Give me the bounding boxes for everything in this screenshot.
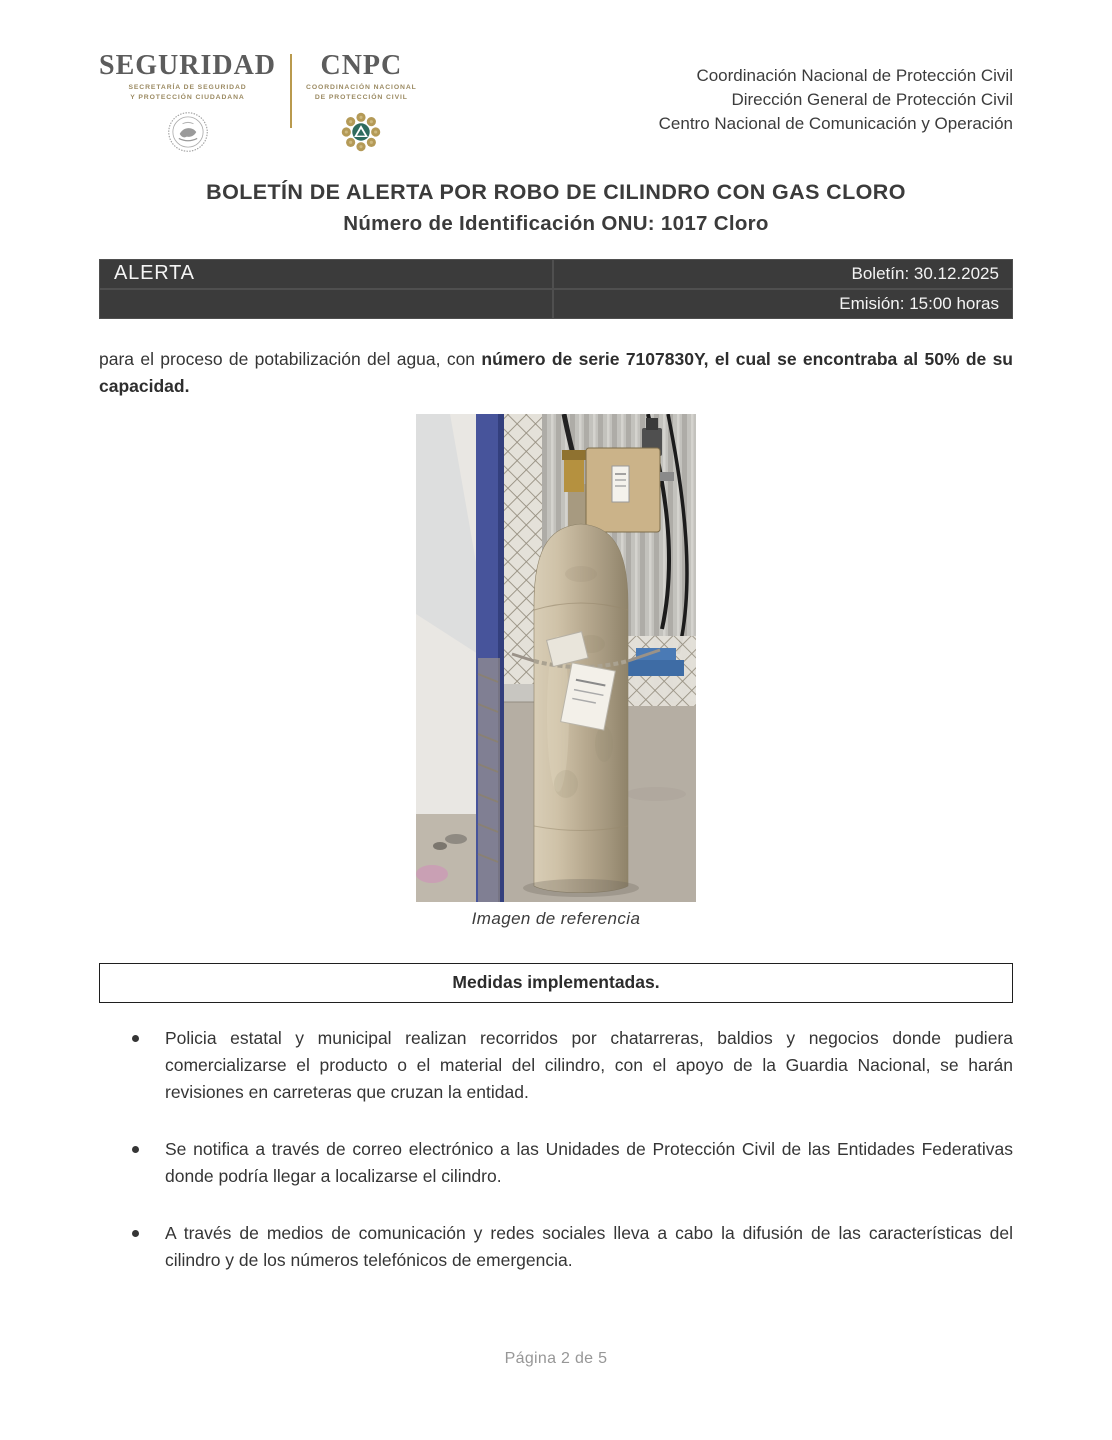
alert-banner [99,259,1013,319]
banner-empty-cell [99,289,553,319]
document-header [99,0,1013,154]
org-line-3: Centro Nacional de Comunicación y Operación [658,114,1013,133]
body-paragraph [99,346,1013,400]
proteccion-civil-emblem-icon [339,110,383,154]
paragraph-normal: para el proceso de potabilización del agua, con [99,348,482,369]
page-title [99,180,1013,236]
paragraph-bold-serial: número de serie 7107830Y, el cual se encontraba al 50% de su capacidad. [99,348,1013,396]
bulletin-date: Boletín: 30.12.2025 [553,259,1013,289]
org-line-2: Dirección General de Protección Civil [731,90,1013,109]
logo-block [99,52,417,154]
page-number: Página 2 de 5 [504,1350,608,1367]
cylinder-photo [416,414,696,902]
seguridad-logo [99,52,276,154]
seguridad-wordmark: SEGURIDAD [99,50,277,81]
emission-time: Emisión: 15:00 horas [553,289,1013,319]
reference-figure [99,414,1013,929]
seguridad-subtitle: SECRETARÍA DE SEGURIDAD Y PROTECCIÓN CIUDADANA [128,84,247,101]
alert-label: ALERTA [99,259,553,289]
cnpc-subtitle: COORDINACIÓN NACIONAL DE PROTECCIÓN CIVIL [306,84,417,101]
measure-item-3: A través de medios de comunicación y redes sociales lleva a cabo la difusión de las características del cilindro y de los números telefónicos de emergencia. [99,1220,1013,1274]
figure-caption: Imagen de referencia [471,908,641,928]
cnpc-logo [306,52,417,154]
eagle-seal-icon [166,110,210,154]
measures-list [99,1025,1013,1274]
logo-divider [290,54,292,128]
org-line-1: Coordinación Nacional de Protección Civil [696,66,1013,85]
org-lines [659,52,1013,136]
title-line-1: BOLETÍN DE ALERTA POR ROBO DE CILINDRO CON GAS CLORO [206,179,906,204]
title-line-2: Número de Identificación ONU: 1017 Cloro [343,211,769,235]
cnpc-wordmark: CNPC [320,50,403,81]
measure-item-2: Se notifica a través de correo electrónico a las Unidades de Protección Civil de las Entidades Federativas donde podría llegar a localizarse el cilindro. [99,1136,1013,1190]
measures-heading-box [99,963,1013,1003]
measure-item-1: Policia estatal y municipal realizan recorridos por chatarreras, baldios y negocios donde pudiera comercializarse el producto o el material del cilindro, con el apoyo de la Guardia Nacional, se harán revisiones en carreteras que cruzan la entidad. [99,1025,1013,1106]
measures-heading: Medidas implementadas. [452,972,660,993]
